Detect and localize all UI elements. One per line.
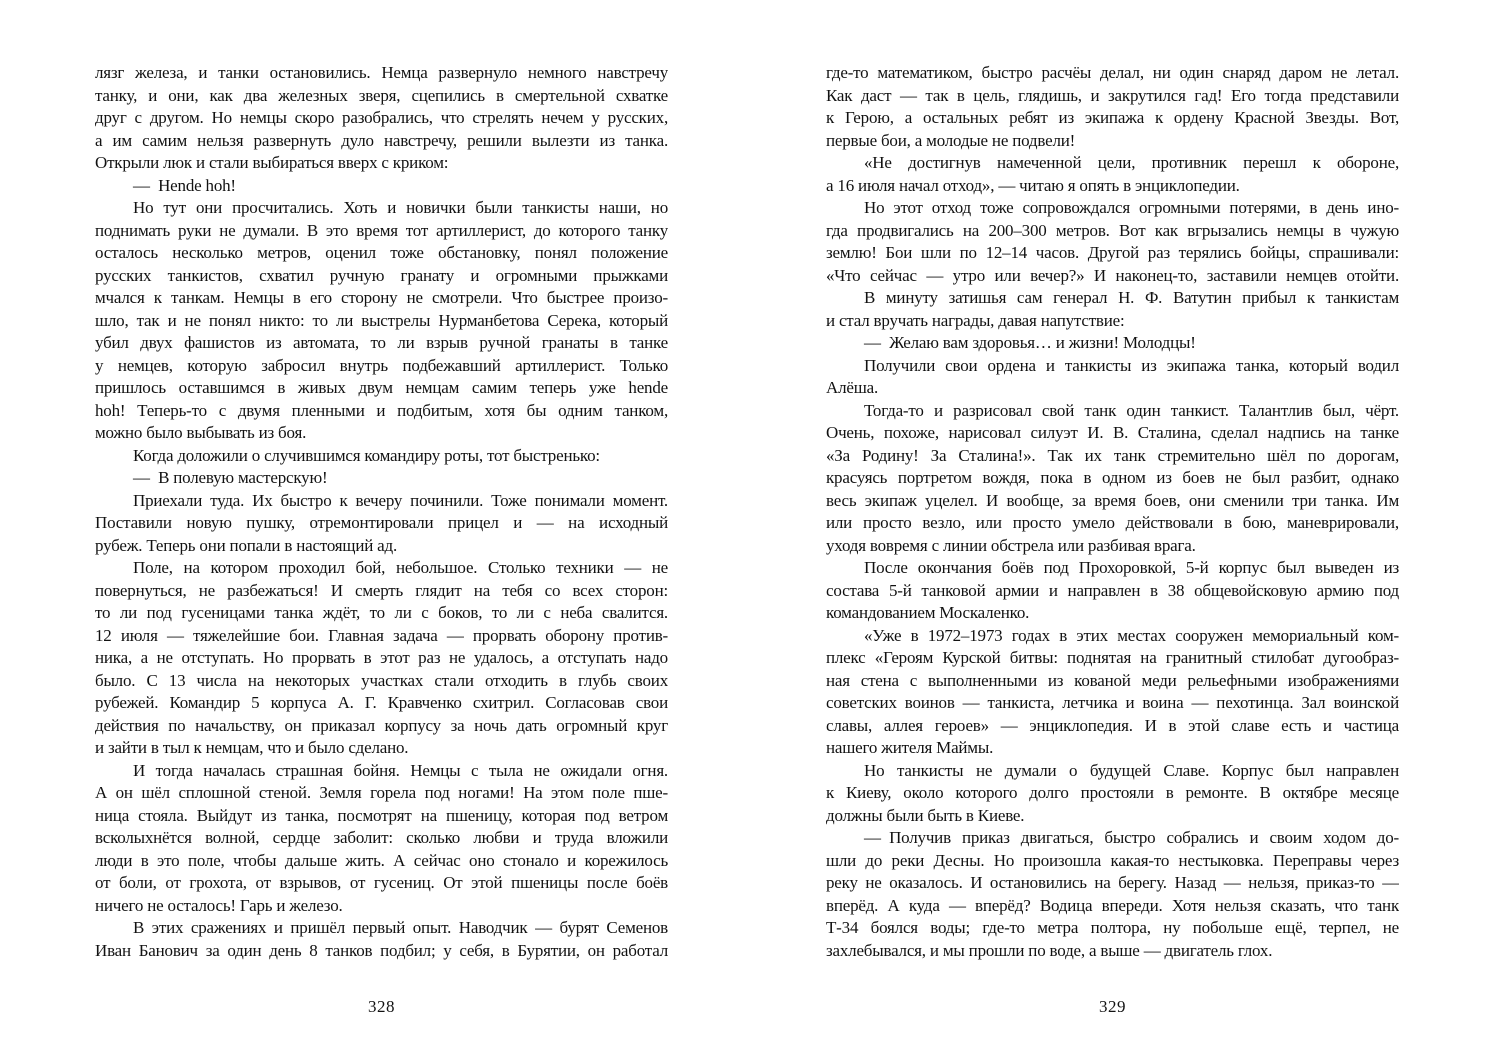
text-line: 12 июля — тяжелейшие бои. Главная задача — прорвать оборону против-: [95, 625, 668, 645]
book-page-right: [826, 0, 1399, 1058]
text-line: ница стояла. Выйдут из танка, посмотрят на пшеницу, которая под ветром: [95, 805, 668, 825]
text-line: командованием Москаленко.: [826, 603, 1030, 622]
text-line: В этих сражениях и пришёл первый опыт. Наводчик — бурят Семенов: [133, 918, 668, 937]
text-line: гда продвигались на 200–300 метров. Вот как вгрызались немцы в чужую: [826, 220, 1399, 240]
text-line: «Что сейчас — утро или вечер?» И наконец-то, заставили немцев отойти.: [826, 265, 1399, 285]
text-line: славы, аллея героев» — энциклопедия. И в этой славе есть и частица: [826, 715, 1399, 735]
text-line: должны были быть в Киеве.: [826, 805, 1025, 825]
text-line: лязг железа, и танки остановились. Немца развернуло немного навстречу: [95, 63, 668, 82]
text-line: «За Родину! За Сталина!». Так их танк стремительно шёл по дорогам,: [826, 445, 1399, 465]
text-line: Но тут они просчитались. Хоть и новички были танкисты наши, но: [133, 198, 668, 217]
text-line: советских воинов — танкиста, летчика и воина — пехотинца. Зал воинской: [826, 693, 1399, 712]
text-line: После окончания боёв под Прохоровкой, 5-й корпус был выведен из: [864, 558, 1399, 577]
text-line: и стал вручать награды, давая напутствие:: [826, 310, 1125, 330]
book-page-left: [95, 0, 668, 1058]
text-line: весь экипаж уцелел. И вообще, за время боев, они сменили три танка. Им: [826, 490, 1399, 510]
text-line: от боли, от грохота, от взрывов, от гусениц. От этой пшеницы после боёв: [95, 873, 668, 892]
text-line: — Hende hoh!: [133, 175, 236, 195]
text-line: уходя вовремя с линии обстрела или разбивая врага.: [826, 535, 1196, 555]
text-line: И тогда началась страшная бойня. Немцы с тыла не ожидали огня.: [133, 760, 668, 780]
text-line: осталось несколько метров, оценил тоже обстановку, понял положение: [95, 243, 668, 262]
text-line: — В полевую мастерскую!: [133, 468, 328, 487]
text-line: Поле, на котором проходил бой, небольшое. Столько техники — не: [133, 558, 668, 577]
text-line: Алёша.: [826, 378, 878, 397]
text-line: состава 5-й танковой армии и направлен в 38 общевойсковую армию под: [826, 580, 1399, 600]
text-line: захлебывался, и мы прошли по воде, а выше — двигатель глох.: [826, 940, 1273, 960]
page-left-text-block: [95, 62, 668, 962]
text-line: Но танкисты не думали о будущей Славе. Корпус был направлен: [864, 760, 1399, 780]
text-line: Открыли люк и стали выбираться вверх с криком:: [95, 153, 449, 172]
text-line: рубеж. Теперь они попали в настоящий ад.: [95, 535, 398, 555]
text-line: Поставили новую пушку, отремонтировали прицел и — на исходный: [95, 513, 668, 532]
text-line: hoh! Теперь-то с двумя пленными и подбитым, хотя бы одним танком,: [95, 400, 668, 420]
text-line: убил двух фашистов из автомата, то ли взрыв ручной гранаты в танке: [95, 333, 668, 352]
text-line: рубежей. Командир 5 корпуса А. Г. Кравченко схитрил. Согласовав свои: [95, 693, 668, 712]
text-line: первые бои, а молодые не подвели!: [826, 130, 1076, 150]
text-line: вперёд. А куда — вперёд? Водица впереди. Хотя нельзя сказать, что танк: [826, 895, 1399, 915]
text-line: ная стена с выполненными из кованой меди рельефными изображениями: [826, 670, 1399, 690]
text-line: плекс «Героям Курской битвы: поднятая на гранитный стилобат дугообраз-: [826, 648, 1399, 667]
text-line: где-то математиком, быстро расчёы делал, ни один снаряд даром не летал.: [826, 63, 1399, 82]
text-line: «Не достигнув намеченной цели, противник перешл к обороне,: [864, 153, 1399, 172]
text-line: а 16 июля начал отход», — читаю я опять в энциклопедии.: [826, 175, 1240, 195]
text-line: Как даст — так в цель, глядишь, и закрутился гад! Его тогда представили: [826, 85, 1399, 105]
text-line: Когда доложили о случившимся командиру роты, тот быстренько:: [133, 445, 600, 465]
text-line: к Герою, а остальных ребят из экипажа к ордену Красной Звезды. Вот,: [826, 108, 1399, 127]
text-line: ника, а не отступать. Но прорвать в этот раз не удалось, а отступать надо: [95, 648, 668, 667]
text-line: танку, и они, как два железных зверя, сцепились в смертельной схватке: [95, 85, 668, 105]
text-line: к Киеву, около которого долго простояли в ремонте. В октябре месяце: [826, 783, 1399, 802]
text-line: и зайти в тыл к немцам, что и было сделано.: [95, 738, 409, 757]
text-line: Очень, похоже, нарисовал силуэт И. В. Сталина, сделал надпись на танке: [826, 423, 1399, 442]
text-line: или просто везло, или просто умело действовали в бою, маневрировали,: [826, 513, 1399, 532]
text-line: ничего не осталось! Гарь и железо.: [95, 895, 343, 915]
text-line: пришлось оставшимся в живых двум немцам самим теперь уже hende: [95, 378, 668, 397]
text-line: Приехали туда. Их быстро к вечеру починили. Тоже понимали момент.: [133, 490, 668, 510]
page-number-right: 329: [1099, 997, 1126, 1016]
text-line: шло, так и не понял никто: то ли выстрелы Нурманбетова Серека, который: [95, 310, 668, 330]
text-line: Иван Банович за один день 8 танков подбил; у себя, в Бурятии, он работал: [95, 940, 668, 960]
text-line: Получили свои ордена и танкисты из экипажа танка, который водил: [864, 355, 1399, 375]
text-line: Т-34 боялся воды; где-то метра полтора, ну побольше ещё, терпел, не: [826, 918, 1399, 937]
text-line: — Желаю вам здоровья… и жизни! Молодцы!: [864, 333, 1196, 352]
text-line: землю! Бои шли по 12–14 часов. Другой раз терялись бойцы, спрашивали:: [826, 243, 1399, 262]
text-line: шли до реки Десны. Но произошла какая-то нестыковка. Переправы через: [826, 850, 1399, 870]
text-line: можно было выбывать из боя.: [95, 423, 307, 442]
text-line: Но этот отход тоже сопровождался огромными потерями, в день ино-: [864, 198, 1399, 217]
text-line: друг с другом. Но немцы скоро разобрались, что стрелять нечем у русских,: [95, 108, 668, 127]
text-line: — Получив приказ двигаться, быстро собрались и своим ходом до-: [864, 828, 1399, 847]
page-right-text-block: [826, 62, 1399, 962]
text-line: Тогда-то и разрисовал свой танк один танкист. Талантлив был, чёрт.: [864, 400, 1399, 420]
text-line: у немцев, которую забросил внутрь подбежавший артиллерист. Только: [95, 355, 668, 375]
text-line: действия по начальству, он приказал корпусу за ночь дать огромный круг: [95, 715, 668, 735]
text-line: красуясь портретом вождя, пока в одном из боев не был разбит, однако: [826, 468, 1399, 487]
text-line: повернуться, не разбежаться! И смерть глядит на тебя со всех сторон:: [95, 580, 668, 600]
text-line: было. С 13 числа на некоторых участках стали отходить в глубь своих: [95, 670, 668, 690]
text-line: люди в это поле, чтобы дальше жить. А сейчас оно стонало и корежилось: [95, 850, 668, 870]
text-line: «Уже в 1972–1973 годах в этих местах сооружен мемориальный ком-: [864, 625, 1399, 645]
text-line: А он шёл сплошной стеной. Земля горела под ногами! На этом поле пше-: [95, 783, 668, 802]
text-line: нашего жителя Маймы.: [826, 738, 994, 757]
text-line: то ли под гусеницами танка ждёт, то ли с боков, то ли с неба свалится.: [95, 603, 668, 622]
text-line: реку не оказалось. И остановились на берегу. Назад — нельзя, приказ-то —: [826, 873, 1399, 892]
page-number-left: 328: [368, 997, 395, 1016]
text-line: поднимать руки не думали. В это время тот артиллерист, до которого танку: [95, 220, 668, 240]
text-line: В минуту затишья сам генерал Н. Ф. Ватутин прибыл к танкистам: [864, 288, 1399, 307]
text-line: всколыхнётся волной, сердце заболит: сколько любви и труда вложили: [95, 828, 668, 847]
text-line: а им самим нельзя развернуть дуло навстречу, решили вылезти из танка.: [95, 130, 668, 150]
text-line: русских танкистов, схватил ручную гранату и огромными прыжками: [95, 265, 668, 285]
text-line: мчался к танкам. Немцы в его сторону не смотрели. Что быстрее произо-: [95, 288, 668, 307]
